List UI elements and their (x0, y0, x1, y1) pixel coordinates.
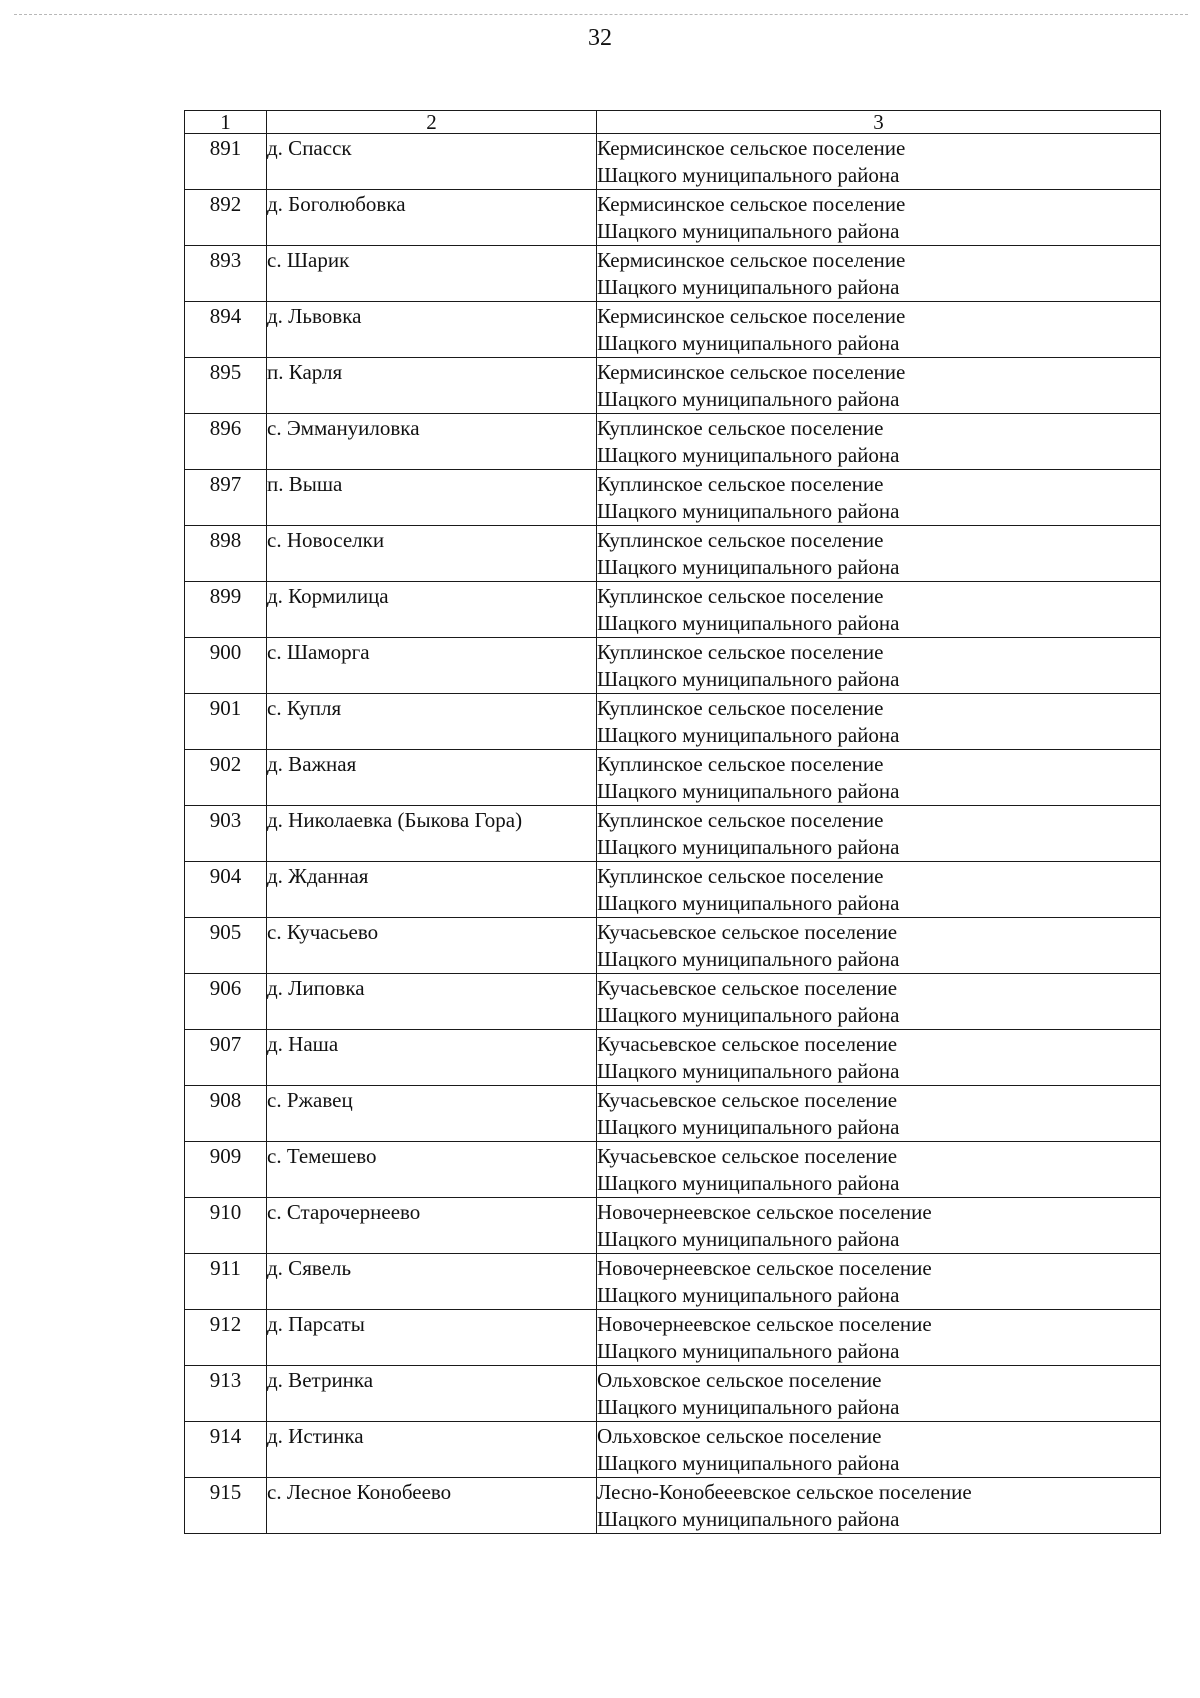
municipality-cell (597, 806, 1161, 862)
column-header-municipality: 3 (597, 111, 1161, 134)
row-number: 909 (185, 1142, 267, 1198)
district-name: Шацкого муниципального района (597, 443, 900, 467)
municipality-cell (597, 1422, 1161, 1478)
settlement-name: Кермисинское сельское поселение (597, 360, 906, 384)
district-name: Шацкого муниципального района (597, 387, 900, 411)
municipality-cell (597, 1198, 1161, 1254)
row-number: 915 (185, 1478, 267, 1534)
row-number: 901 (185, 694, 267, 750)
municipality-cell (597, 190, 1161, 246)
district-name: Шацкого муниципального района (597, 1115, 900, 1139)
settlement-name: Куплинское сельское поселение (597, 416, 884, 440)
settlement-name: Куплинское сельское поселение (597, 584, 884, 608)
row-number: 896 (185, 414, 267, 470)
locality-name: п. Выша (267, 470, 597, 526)
locality-name: д. Наша (267, 1030, 597, 1086)
settlement-name: Куплинское сельское поселение (597, 472, 884, 496)
municipality-cell (597, 1366, 1161, 1422)
row-number: 899 (185, 582, 267, 638)
district-name: Шацкого муниципального района (597, 779, 900, 803)
settlement-name: Кермисинское сельское поселение (597, 248, 906, 272)
locality-name: д. Кормилица (267, 582, 597, 638)
district-name: Шацкого муниципального района (597, 1227, 900, 1251)
table-row (185, 694, 1161, 750)
row-number: 911 (185, 1254, 267, 1310)
locality-name: с. Лесное Конобеево (267, 1478, 597, 1534)
district-name: Шацкого муниципального района (597, 275, 900, 299)
locality-name: с. Новоселки (267, 526, 597, 582)
scan-edge-line (14, 14, 1188, 15)
table-row (185, 470, 1161, 526)
district-name: Шацкого муниципального района (597, 1339, 900, 1363)
row-number: 904 (185, 862, 267, 918)
municipality-cell (597, 974, 1161, 1030)
row-number: 913 (185, 1366, 267, 1422)
settlement-name: Куплинское сельское поселение (597, 696, 884, 720)
table-row (185, 414, 1161, 470)
settlement-name: Новочернеевское сельское поселение (597, 1256, 932, 1280)
row-number: 907 (185, 1030, 267, 1086)
settlement-name: Кучасьевское сельское поселение (597, 920, 898, 944)
locality-name: с. Ржавец (267, 1086, 597, 1142)
district-name: Шацкого муниципального района (597, 499, 900, 523)
district-name: Шацкого муниципального района (597, 1283, 900, 1307)
row-number: 898 (185, 526, 267, 582)
table-row (185, 190, 1161, 246)
municipality-cell (597, 134, 1161, 190)
settlement-name: Новочернеевское сельское поселение (597, 1200, 932, 1224)
locality-name: д. Жданная (267, 862, 597, 918)
municipality-cell (597, 358, 1161, 414)
table-row (185, 974, 1161, 1030)
municipality-cell (597, 862, 1161, 918)
locality-name: д. Львовка (267, 302, 597, 358)
locality-name: д. Николаевка (Быкова Гора) (267, 806, 597, 862)
district-name: Шацкого муниципального района (597, 1507, 900, 1531)
municipality-cell (597, 1478, 1161, 1534)
table-row (185, 1310, 1161, 1366)
settlement-name: Ольховское сельское поселение (597, 1424, 882, 1448)
locality-name: д. Боголюбовка (267, 190, 597, 246)
table-row (185, 134, 1161, 190)
locality-name: д. Липовка (267, 974, 597, 1030)
table-row (185, 750, 1161, 806)
row-number: 893 (185, 246, 267, 302)
municipality-cell (597, 750, 1161, 806)
locality-name: д. Ветринка (267, 1366, 597, 1422)
table-row (185, 246, 1161, 302)
locality-name: с. Шарик (267, 246, 597, 302)
municipality-cell (597, 1310, 1161, 1366)
settlements-table (184, 110, 1161, 1534)
locality-name: с. Старочернеево (267, 1198, 597, 1254)
locality-name: с. Кучасьево (267, 918, 597, 974)
locality-name: д. Истинка (267, 1422, 597, 1478)
settlement-name: Ольховское сельское поселение (597, 1368, 882, 1392)
district-name: Шацкого муниципального района (597, 219, 900, 243)
table-body (185, 134, 1161, 1534)
municipality-cell (597, 1254, 1161, 1310)
table-row (185, 1142, 1161, 1198)
table-row (185, 918, 1161, 974)
settlement-name: Куплинское сельское поселение (597, 528, 884, 552)
settlement-name: Кучасьевское сельское поселение (597, 1032, 898, 1056)
district-name: Шацкого муниципального района (597, 163, 900, 187)
table-row (185, 582, 1161, 638)
row-number: 903 (185, 806, 267, 862)
district-name: Шацкого муниципального района (597, 947, 900, 971)
locality-name: д. Спасск (267, 134, 597, 190)
settlement-name: Новочернеевское сельское поселение (597, 1312, 932, 1336)
municipality-cell (597, 918, 1161, 974)
row-number: 900 (185, 638, 267, 694)
table-row (185, 302, 1161, 358)
table-row (185, 1366, 1161, 1422)
municipality-cell (597, 1030, 1161, 1086)
row-number: 910 (185, 1198, 267, 1254)
table-row (185, 1254, 1161, 1310)
row-number: 894 (185, 302, 267, 358)
page-number: 32 (588, 25, 612, 51)
locality-name: с. Шаморга (267, 638, 597, 694)
district-name: Шацкого муниципального района (597, 1451, 900, 1475)
table-row (185, 1198, 1161, 1254)
table-row (185, 862, 1161, 918)
table-row (185, 358, 1161, 414)
municipality-cell (597, 694, 1161, 750)
settlement-name: Кучасьевское сельское поселение (597, 976, 898, 1000)
settlement-name: Куплинское сельское поселение (597, 752, 884, 776)
municipality-cell (597, 302, 1161, 358)
settlement-name: Куплинское сельское поселение (597, 640, 884, 664)
locality-name: с. Эммануиловка (267, 414, 597, 470)
district-name: Шацкого муниципального района (597, 331, 900, 355)
municipality-cell (597, 414, 1161, 470)
locality-name: с. Темешево (267, 1142, 597, 1198)
district-name: Шацкого муниципального района (597, 667, 900, 691)
district-name: Шацкого муниципального района (597, 555, 900, 579)
table-header-row (185, 111, 1161, 134)
district-name: Шацкого муниципального района (597, 891, 900, 915)
row-number: 892 (185, 190, 267, 246)
row-number: 891 (185, 134, 267, 190)
settlement-name: Кучасьевское сельское поселение (597, 1088, 898, 1112)
municipality-cell (597, 582, 1161, 638)
table-row (185, 638, 1161, 694)
table-row (185, 806, 1161, 862)
column-header-number: 1 (185, 111, 267, 134)
settlement-name: Кермисинское сельское поселение (597, 304, 906, 328)
municipality-cell (597, 1086, 1161, 1142)
settlement-name: Кучасьевское сельское поселение (597, 1144, 898, 1168)
district-name: Шацкого муниципального района (597, 1171, 900, 1195)
district-name: Шацкого муниципального района (597, 1395, 900, 1419)
municipality-cell (597, 638, 1161, 694)
row-number: 902 (185, 750, 267, 806)
district-name: Шацкого муниципального района (597, 611, 900, 635)
municipality-cell (597, 470, 1161, 526)
column-header-name: 2 (267, 111, 597, 134)
settlement-name: Куплинское сельское поселение (597, 864, 884, 888)
settlement-name: Куплинское сельское поселение (597, 808, 884, 832)
municipality-cell (597, 246, 1161, 302)
row-number: 914 (185, 1422, 267, 1478)
settlement-name: Лесно-Конобееевское сельское поселение (597, 1480, 972, 1504)
district-name: Шацкого муниципального района (597, 723, 900, 747)
row-number: 905 (185, 918, 267, 974)
row-number: 895 (185, 358, 267, 414)
district-name: Шацкого муниципального района (597, 1003, 900, 1027)
table-row (185, 1086, 1161, 1142)
row-number: 897 (185, 470, 267, 526)
locality-name: п. Карля (267, 358, 597, 414)
locality-name: с. Купля (267, 694, 597, 750)
locality-name: д. Парсаты (267, 1310, 597, 1366)
table-row (185, 1030, 1161, 1086)
locality-name: д. Сявель (267, 1254, 597, 1310)
settlement-name: Кермисинское сельское поселение (597, 136, 906, 160)
row-number: 908 (185, 1086, 267, 1142)
table-row (185, 526, 1161, 582)
row-number: 906 (185, 974, 267, 1030)
district-name: Шацкого муниципального района (597, 835, 900, 859)
municipality-cell (597, 526, 1161, 582)
municipality-cell (597, 1142, 1161, 1198)
settlement-name: Кермисинское сельское поселение (597, 192, 906, 216)
table-row (185, 1422, 1161, 1478)
table-row (185, 1478, 1161, 1534)
row-number: 912 (185, 1310, 267, 1366)
locality-name: д. Важная (267, 750, 597, 806)
district-name: Шацкого муниципального района (597, 1059, 900, 1083)
